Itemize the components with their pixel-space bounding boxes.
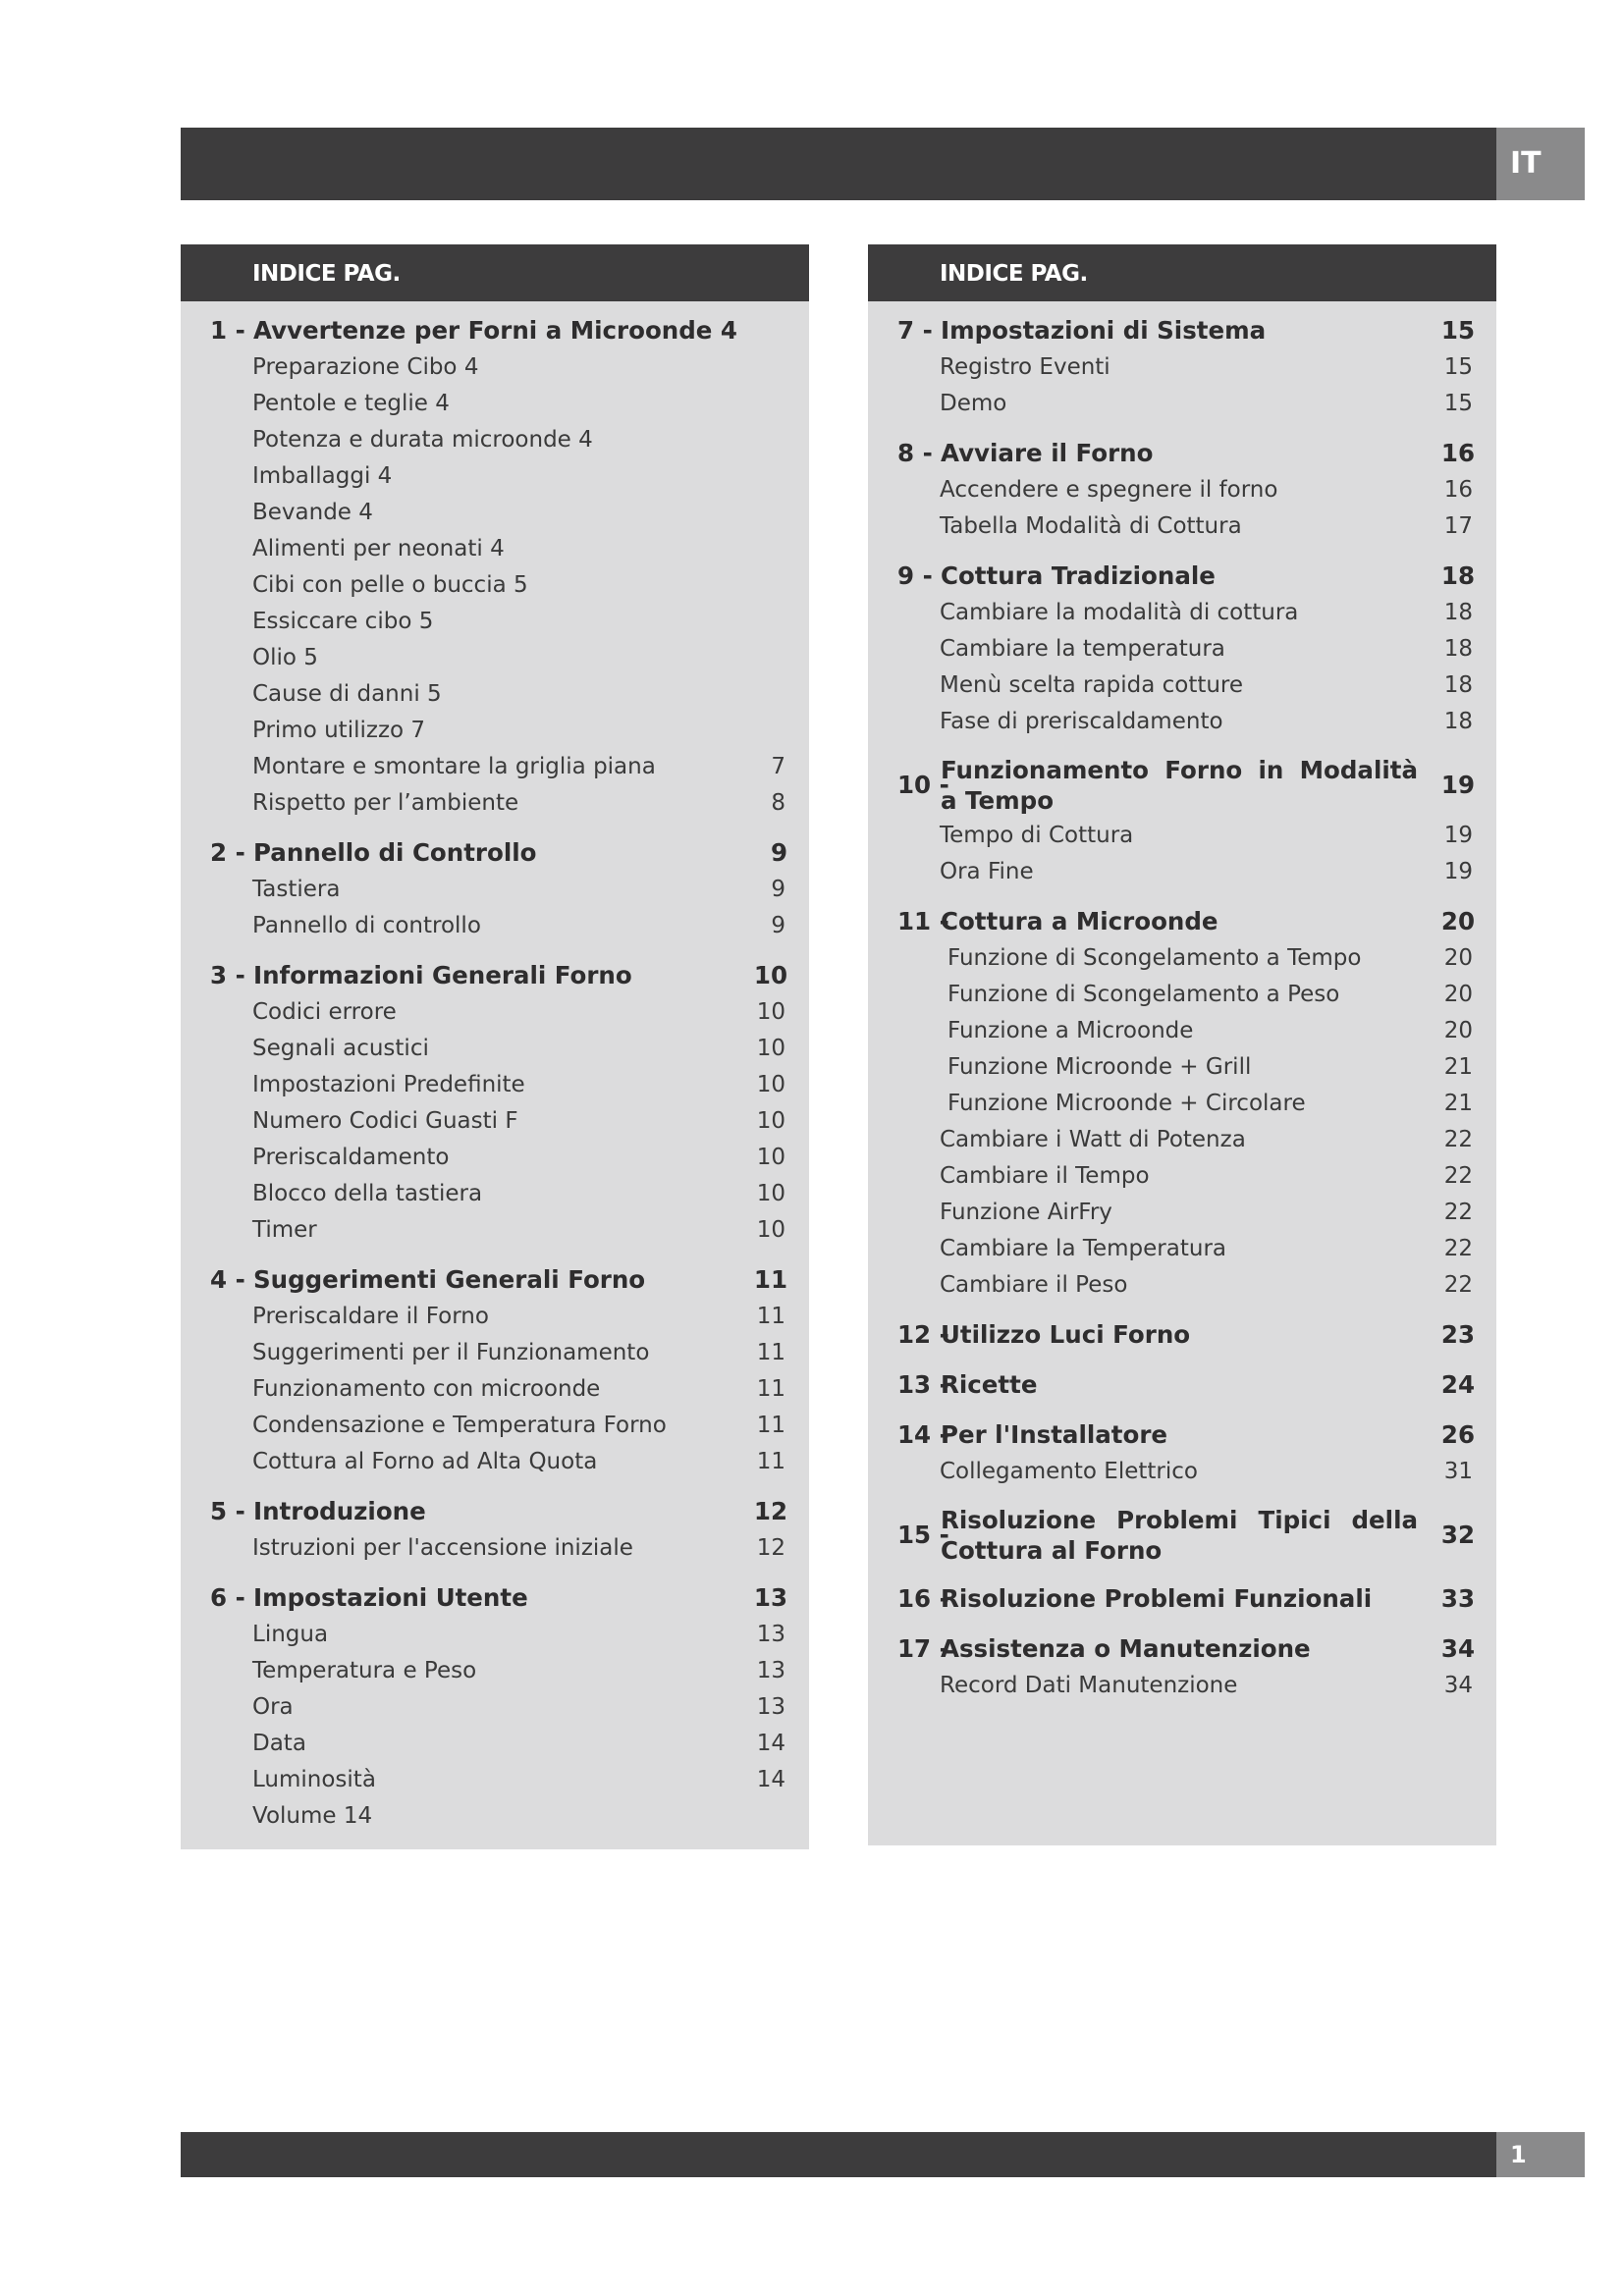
entry-title: Temperatura e Peso (252, 1658, 477, 1683)
toc-entry[interactable] (868, 854, 1496, 890)
entry-title: Olio 5 (252, 645, 318, 670)
entry-page: 11 (756, 1413, 785, 1438)
toc-entry[interactable] (868, 472, 1496, 508)
entry-title: Condensazione e Temperatura Forno (252, 1413, 667, 1438)
entry-title: Funzione Microonde + Grill (947, 1054, 1252, 1080)
entry-page: 18 (1443, 672, 1473, 698)
entry-title: Istruzioni per l'accensione iniziale (252, 1535, 633, 1561)
section-page: 19 (1440, 771, 1475, 799)
entry-title: Pentole e teglie 4 (252, 391, 450, 416)
toc-entry[interactable] (181, 1798, 809, 1835)
toc-entry[interactable] (868, 940, 1496, 977)
entry-title: Numero Codici Guasti F (252, 1108, 518, 1134)
entry-title: Suggerimenti per il Funzionamento (252, 1340, 650, 1365)
section-number: 6 - (210, 1583, 245, 1612)
section-page: 12 (753, 1497, 787, 1525)
entry-title: Accendere e spegnere il forno (940, 477, 1278, 503)
toc-heading: INDICE PAG. (181, 244, 809, 301)
toc-entry[interactable] (181, 458, 809, 495)
entry-page: 22 (1443, 1200, 1473, 1225)
section-number: 17 - (897, 1634, 949, 1663)
toc-section[interactable] (868, 312, 1496, 349)
toc-entry[interactable] (868, 1668, 1496, 1704)
toc-section[interactable] (868, 1503, 1496, 1568)
toc-entry[interactable] (181, 1689, 809, 1726)
section-number: 4 - (210, 1265, 245, 1294)
section-number: 7 - (897, 316, 933, 345)
entry-page: 11 (756, 1449, 785, 1474)
entry-page: 10 (756, 1108, 785, 1134)
entry-title: Data (252, 1731, 306, 1756)
toc-entry[interactable] (181, 1067, 809, 1103)
section-number: 5 - (210, 1497, 245, 1525)
entry-page: 22 (1443, 1127, 1473, 1152)
toc-entry[interactable] (181, 640, 809, 676)
entry-title: Cambiare i Watt di Potenza (940, 1127, 1246, 1152)
toc-entry[interactable] (868, 1267, 1496, 1304)
entry-title: Codici errore (252, 999, 397, 1025)
section-number: 2 - (210, 838, 245, 867)
entry-title: Cibi con pelle o buccia 5 (252, 572, 528, 598)
entry-page: 21 (1443, 1054, 1473, 1080)
toc-entry[interactable] (181, 604, 809, 640)
section-title: Funzionamento Forno in Modalità a Tempo (941, 756, 1418, 815)
toc-entry[interactable] (868, 1122, 1496, 1158)
entry-title: Collegamento Elettrico (940, 1459, 1198, 1484)
entry-page: 9 (771, 877, 785, 902)
section-number: 13 - (897, 1370, 949, 1399)
entry-page: 21 (1443, 1091, 1473, 1116)
entry-title: Fase di preriscaldamento (940, 709, 1223, 734)
entry-page: 9 (771, 913, 785, 938)
entry-page: 7 (771, 754, 785, 779)
toc-entry[interactable] (181, 713, 809, 749)
section-number: 14 - (897, 1420, 949, 1449)
entry-title: Cambiare il Peso (940, 1272, 1128, 1298)
section-number: 1 - (210, 316, 245, 345)
entry-page: 18 (1443, 600, 1473, 625)
entry-title: Luminosità (252, 1767, 376, 1792)
toc-section[interactable] (868, 1316, 1496, 1354)
toc-entry[interactable] (181, 567, 809, 604)
toc-entry[interactable] (181, 1371, 809, 1408)
section-page: 9 (770, 838, 787, 867)
entry-page: 14 (756, 1731, 785, 1756)
entry-page: 13 (756, 1694, 785, 1720)
section-page: 33 (1440, 1584, 1475, 1613)
section-page: 24 (1440, 1370, 1475, 1399)
toc-entry[interactable] (181, 1335, 809, 1371)
entry-page: 16 (1443, 477, 1473, 503)
toc-section[interactable] (868, 1416, 1496, 1454)
entry-title: Cambiare la Temperatura (940, 1236, 1226, 1261)
toc-entry[interactable] (868, 704, 1496, 740)
toc-entry[interactable] (868, 1086, 1496, 1122)
section-number: 11 - (897, 907, 949, 935)
toc-entry[interactable] (181, 495, 809, 531)
toc-entry[interactable] (181, 1530, 809, 1567)
toc-entry[interactable] (868, 1049, 1496, 1086)
toc-entry[interactable] (181, 1617, 809, 1653)
toc-entry[interactable] (181, 1103, 809, 1140)
entry-title: Essiccare cibo 5 (252, 609, 434, 634)
section-title: Avviare il Forno (941, 439, 1154, 467)
section-page: 10 (753, 961, 787, 989)
entry-title: Registro Eventi (940, 354, 1110, 380)
toc-entry[interactable] (181, 1212, 809, 1249)
section-number: 10 - (897, 771, 949, 799)
entry-page: 11 (756, 1340, 785, 1365)
toc-entry[interactable] (181, 785, 809, 822)
section-title: Risoluzione Problemi Funzionali (941, 1584, 1373, 1613)
entry-page: 20 (1443, 1018, 1473, 1043)
toc-entry[interactable] (181, 1653, 809, 1689)
toc-entry[interactable] (181, 422, 809, 458)
language-tab: IT (1496, 128, 1585, 200)
entry-title: Menù scelta rapida cotture (940, 672, 1244, 698)
toc-section[interactable] (868, 753, 1496, 818)
entry-page: 10 (756, 999, 785, 1025)
entry-title: Cambiare la temperatura (940, 636, 1225, 662)
entry-page: 17 (1443, 513, 1473, 539)
entry-page: 8 (771, 790, 785, 816)
section-page: 11 (753, 1265, 787, 1294)
toc-section[interactable] (181, 957, 809, 994)
entry-page: 22 (1443, 1163, 1473, 1189)
section-page: 23 (1440, 1320, 1475, 1349)
section-title: Assistenza o Manutenzione (941, 1634, 1311, 1663)
entry-title: Demo (940, 391, 1007, 416)
section-number: 3 - (210, 961, 245, 989)
section-title: Impostazioni di Sistema (941, 316, 1267, 345)
toc-entry[interactable] (181, 908, 809, 944)
entry-title: Funzionamento con microonde (252, 1376, 601, 1402)
toc-entry[interactable] (868, 667, 1496, 704)
entry-page: 34 (1443, 1673, 1473, 1698)
entry-page: 13 (756, 1658, 785, 1683)
toc-section[interactable] (181, 1261, 809, 1299)
entry-title: Segnali acustici (252, 1036, 429, 1061)
entry-page: 13 (756, 1622, 785, 1647)
entry-title: Preriscaldare il Forno (252, 1304, 489, 1329)
page-number: 1 (1496, 2132, 1585, 2177)
toc-entry[interactable] (181, 349, 809, 386)
entry-page: 22 (1443, 1236, 1473, 1261)
section-number: 8 - (897, 439, 933, 467)
toc-entry[interactable] (181, 1299, 809, 1335)
toc-list (181, 301, 809, 1835)
toc-section[interactable] (181, 1493, 809, 1530)
toc-entry[interactable] (868, 1158, 1496, 1195)
entry-title: Timer (252, 1217, 317, 1243)
section-page: 26 (1440, 1420, 1475, 1449)
entry-title: Cottura al Forno ad Alta Quota (252, 1449, 598, 1474)
section-title: Introduzione (253, 1497, 426, 1525)
section-title: Impostazioni Utente (253, 1583, 528, 1612)
entry-title: Tabella Modalità di Cottura (940, 513, 1242, 539)
toc-section[interactable] (868, 903, 1496, 940)
toc-entry[interactable] (868, 1454, 1496, 1490)
entry-title: Preparazione Cibo 4 (252, 354, 479, 380)
entry-title: Tastiera (252, 877, 341, 902)
entry-title: Ora (252, 1694, 294, 1720)
entry-title: Cambiare il Tempo (940, 1163, 1150, 1189)
entry-title: Funzione di Scongelamento a Tempo (947, 945, 1362, 971)
section-title: Pannello di Controllo (253, 838, 537, 867)
section-number: 9 - (897, 561, 933, 590)
toc-section[interactable] (181, 312, 809, 349)
section-page: 20 (1440, 907, 1475, 935)
toc-column-left (181, 244, 809, 1849)
section-title: Cottura a Microonde (941, 907, 1218, 935)
toc-entry[interactable] (181, 1762, 809, 1798)
entry-page: 12 (756, 1535, 785, 1561)
section-title: Utilizzo Luci Forno (941, 1320, 1191, 1349)
entry-page: 10 (756, 1217, 785, 1243)
toc-entry[interactable] (868, 595, 1496, 631)
toc-entry[interactable] (868, 818, 1496, 854)
entry-title: Impostazioni Predefinite (252, 1072, 525, 1097)
entry-page: 15 (1443, 354, 1473, 380)
toc-list (868, 301, 1496, 1704)
entry-title: Potenza e durata microonde 4 (252, 427, 593, 453)
toc-entry[interactable] (181, 1031, 809, 1067)
toc-entry[interactable] (868, 977, 1496, 1013)
section-title: Suggerimenti Generali Forno (253, 1265, 646, 1294)
toc-entry[interactable] (181, 531, 809, 567)
entry-page: 11 (756, 1376, 785, 1402)
toc-entry[interactable] (181, 749, 809, 785)
section-page: 15 (1440, 316, 1475, 345)
section-page: 18 (1440, 561, 1475, 590)
entry-title: Funzione Microonde + Circolare (947, 1091, 1306, 1116)
entry-page: 10 (756, 1036, 785, 1061)
toc-entry[interactable] (181, 676, 809, 713)
toc-section[interactable] (181, 1579, 809, 1617)
entry-page: 20 (1443, 982, 1473, 1007)
toc-section[interactable] (868, 1366, 1496, 1404)
section-page: 32 (1440, 1521, 1475, 1549)
toc-entry[interactable] (868, 631, 1496, 667)
entry-title: Funzione a Microonde (947, 1018, 1194, 1043)
toc-entry[interactable] (868, 386, 1496, 422)
toc-entry[interactable] (181, 1408, 809, 1444)
entry-page: 10 (756, 1072, 785, 1097)
entry-title: Alimenti per neonati 4 (252, 536, 505, 561)
entry-page: 11 (756, 1304, 785, 1329)
entry-page: 10 (756, 1145, 785, 1170)
toc-entry[interactable] (868, 1231, 1496, 1267)
section-page: 34 (1440, 1634, 1475, 1663)
section-title: Per l'Installatore (941, 1420, 1168, 1449)
entry-page: 18 (1443, 636, 1473, 662)
entry-page: 15 (1443, 391, 1473, 416)
section-page: 16 (1440, 439, 1475, 467)
toc-entry[interactable] (868, 508, 1496, 545)
entry-page: 18 (1443, 709, 1473, 734)
section-title: Informazioni Generali Forno (253, 961, 632, 989)
section-page: 13 (753, 1583, 787, 1612)
toc-entry[interactable] (181, 1444, 809, 1480)
entry-title: Blocco della tastiera (252, 1181, 483, 1206)
entry-title: Record Dati Manutenzione (940, 1673, 1238, 1698)
entry-page: 31 (1443, 1459, 1473, 1484)
toc-entry[interactable] (181, 386, 809, 422)
entry-title: Imballaggi 4 (252, 463, 393, 489)
entry-title: Bevande 4 (252, 500, 373, 525)
entry-page: 22 (1443, 1272, 1473, 1298)
entry-title: Montare e smontare la griglia piana (252, 754, 656, 779)
toc-section[interactable] (868, 1630, 1496, 1668)
entry-title: Tempo di Cottura (940, 823, 1134, 848)
entry-page: 20 (1443, 945, 1473, 971)
entry-title: Funzione AirFry (940, 1200, 1112, 1225)
toc-section[interactable] (868, 1580, 1496, 1618)
entry-title: Primo utilizzo 7 (252, 718, 426, 743)
entry-title: Funzione di Scongelamento a Peso (947, 982, 1340, 1007)
entry-title: Ora Fine (940, 859, 1034, 884)
header-bar (181, 128, 1496, 200)
section-title: Avvertenze per Forni a Microonde 4 (253, 316, 737, 345)
toc-entry[interactable] (868, 349, 1496, 386)
toc-heading: INDICE PAG. (868, 244, 1496, 301)
section-title: Risoluzione Problemi Tipici della Cottura al Forno (941, 1506, 1418, 1565)
entry-page: 19 (1443, 859, 1473, 884)
section-title: Cottura Tradizionale (941, 561, 1216, 590)
section-number: 16 - (897, 1584, 949, 1613)
toc-entry[interactable] (181, 1726, 809, 1762)
toc-entry[interactable] (181, 1176, 809, 1212)
entry-title: Cause di danni 5 (252, 681, 442, 707)
section-title: Ricette (941, 1370, 1038, 1399)
entry-title: Pannello di controllo (252, 913, 481, 938)
toc-section[interactable] (868, 558, 1496, 595)
toc-entry[interactable] (868, 1013, 1496, 1049)
entry-page: 19 (1443, 823, 1473, 848)
toc-entry[interactable] (181, 872, 809, 908)
toc-entry[interactable] (181, 1140, 809, 1176)
entry-page: 14 (756, 1767, 785, 1792)
entry-title: Rispetto per l’ambiente (252, 790, 519, 816)
entry-page: 10 (756, 1181, 785, 1206)
section-number: 12 - (897, 1320, 949, 1349)
toc-column-right (868, 244, 1496, 1845)
entry-title: Volume 14 (252, 1803, 373, 1829)
toc-entry[interactable] (868, 1195, 1496, 1231)
toc-entry[interactable] (181, 994, 809, 1031)
entry-title: Lingua (252, 1622, 329, 1647)
toc-section[interactable] (868, 435, 1496, 472)
footer-bar (181, 2132, 1496, 2177)
entry-title: Preriscaldamento (252, 1145, 450, 1170)
entry-title: Cambiare la modalità di cottura (940, 600, 1299, 625)
toc-section[interactable] (181, 834, 809, 872)
section-number: 15 - (897, 1521, 949, 1549)
